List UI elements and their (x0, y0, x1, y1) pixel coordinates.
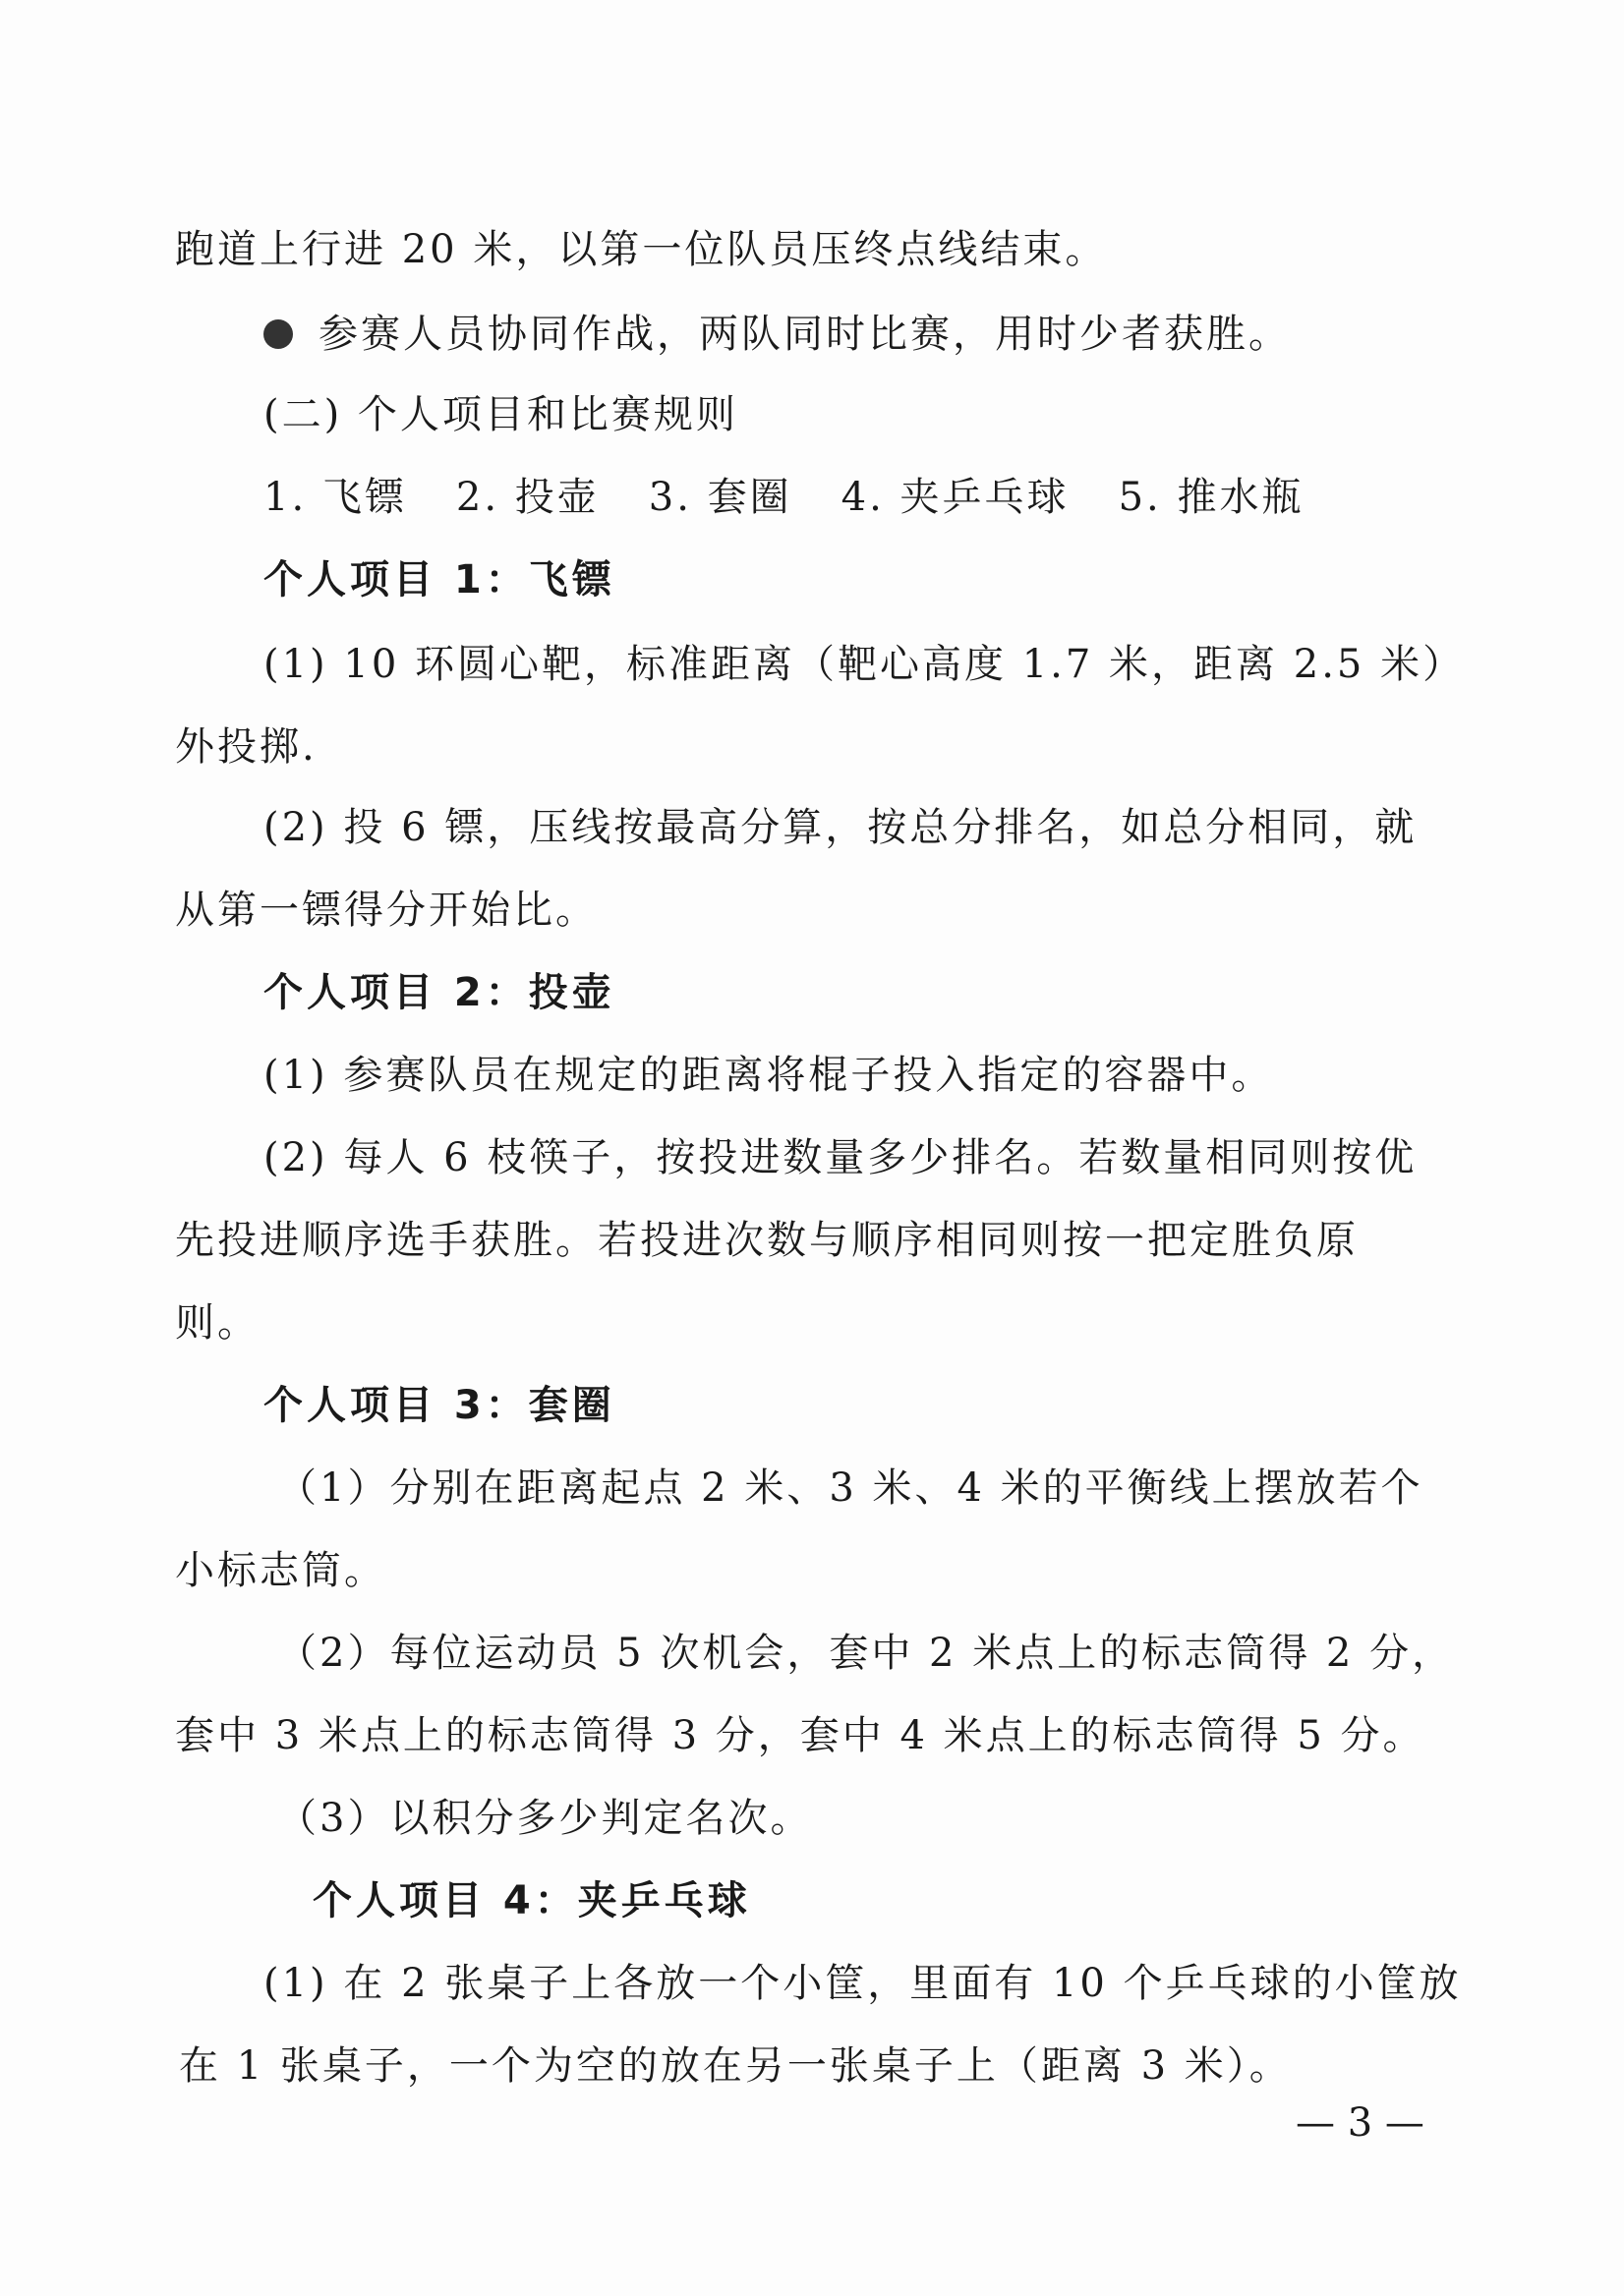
project-2-heading: 个人项目 2：投壶 (263, 970, 615, 1015)
project-list-item: 2. 投壶 (455, 475, 600, 520)
body-line: 在 1 张桌子，一个为空的放在另一张桌子上（距离 3 米）。 (179, 2043, 1292, 2089)
body-line: （1）分别在距离起点 2 米、3 米、4 米的平衡线上摆放若个 (277, 1465, 1423, 1511)
body-line: 则。 (175, 1300, 260, 1346)
body-line-1: 跑道上行进 20 米，以第一位队员压终点线结束。 (175, 227, 1108, 272)
project-4-heading: 个人项目 4：夹乒乓球 (313, 1878, 751, 1923)
project-list (263, 474, 1353, 521)
bullet-line (263, 311, 1291, 358)
body-line: 套中 3 米点上的标志筒得 3 分，套中 4 米点上的标志筒得 5 分。 (175, 1713, 1425, 1758)
body-line: (1) 在 2 张桌子上各放一个小筐，里面有 10 个乒乓球的小筐放 (263, 1961, 1462, 2006)
project-list-item: 1. 飞镖 (263, 475, 407, 520)
body-line: (2) 每人 6 枝筷子，按投进数量多少排名。若数量相同则按优 (263, 1135, 1418, 1180)
project-3-heading: 个人项目 3：套圈 (263, 1383, 615, 1428)
body-line: 外投掷. (175, 724, 318, 770)
body-line: 小标志筒。 (175, 1548, 386, 1593)
body-line: 先投进顺序选手获胜。若投进次数与顺序相同则按一把定胜负原 (175, 1218, 1359, 1263)
body-line: （2）每位运动员 5 次机会，套中 2 米点上的标志筒得 2 分， (277, 1631, 1455, 1676)
body-line: (1) 10 环圆心靶，标准距离（靶心高度 1.7 米，距离 2.5 米） (263, 642, 1466, 687)
body-line: (1) 参赛队员在规定的距离将棍子投入指定的容器中。 (263, 1053, 1274, 1098)
bullet-text: 参赛人员协同作战，两队同时比赛，用时少者获胜。 (319, 312, 1291, 357)
project-1-heading: 个人项目 1：飞镖 (263, 557, 615, 603)
project-list-item: 3. 套圈 (648, 475, 792, 520)
project-list-item: 4. 夹乒乓球 (841, 475, 1070, 520)
body-line: （3）以积分多少判定名次。 (277, 1796, 813, 1841)
project-list-item: 5. 推水瓶 (1118, 475, 1305, 520)
bullet-icon (263, 319, 293, 349)
page-number: — 3 — (1296, 2100, 1424, 2146)
body-line: (2) 投 6 镖，压线按最高分算，按总分排名，如总分相同，就 (263, 805, 1418, 850)
section-heading: (二) 个人项目和比赛规则 (263, 392, 738, 437)
body-line: 从第一镖得分开始比。 (175, 888, 598, 933)
